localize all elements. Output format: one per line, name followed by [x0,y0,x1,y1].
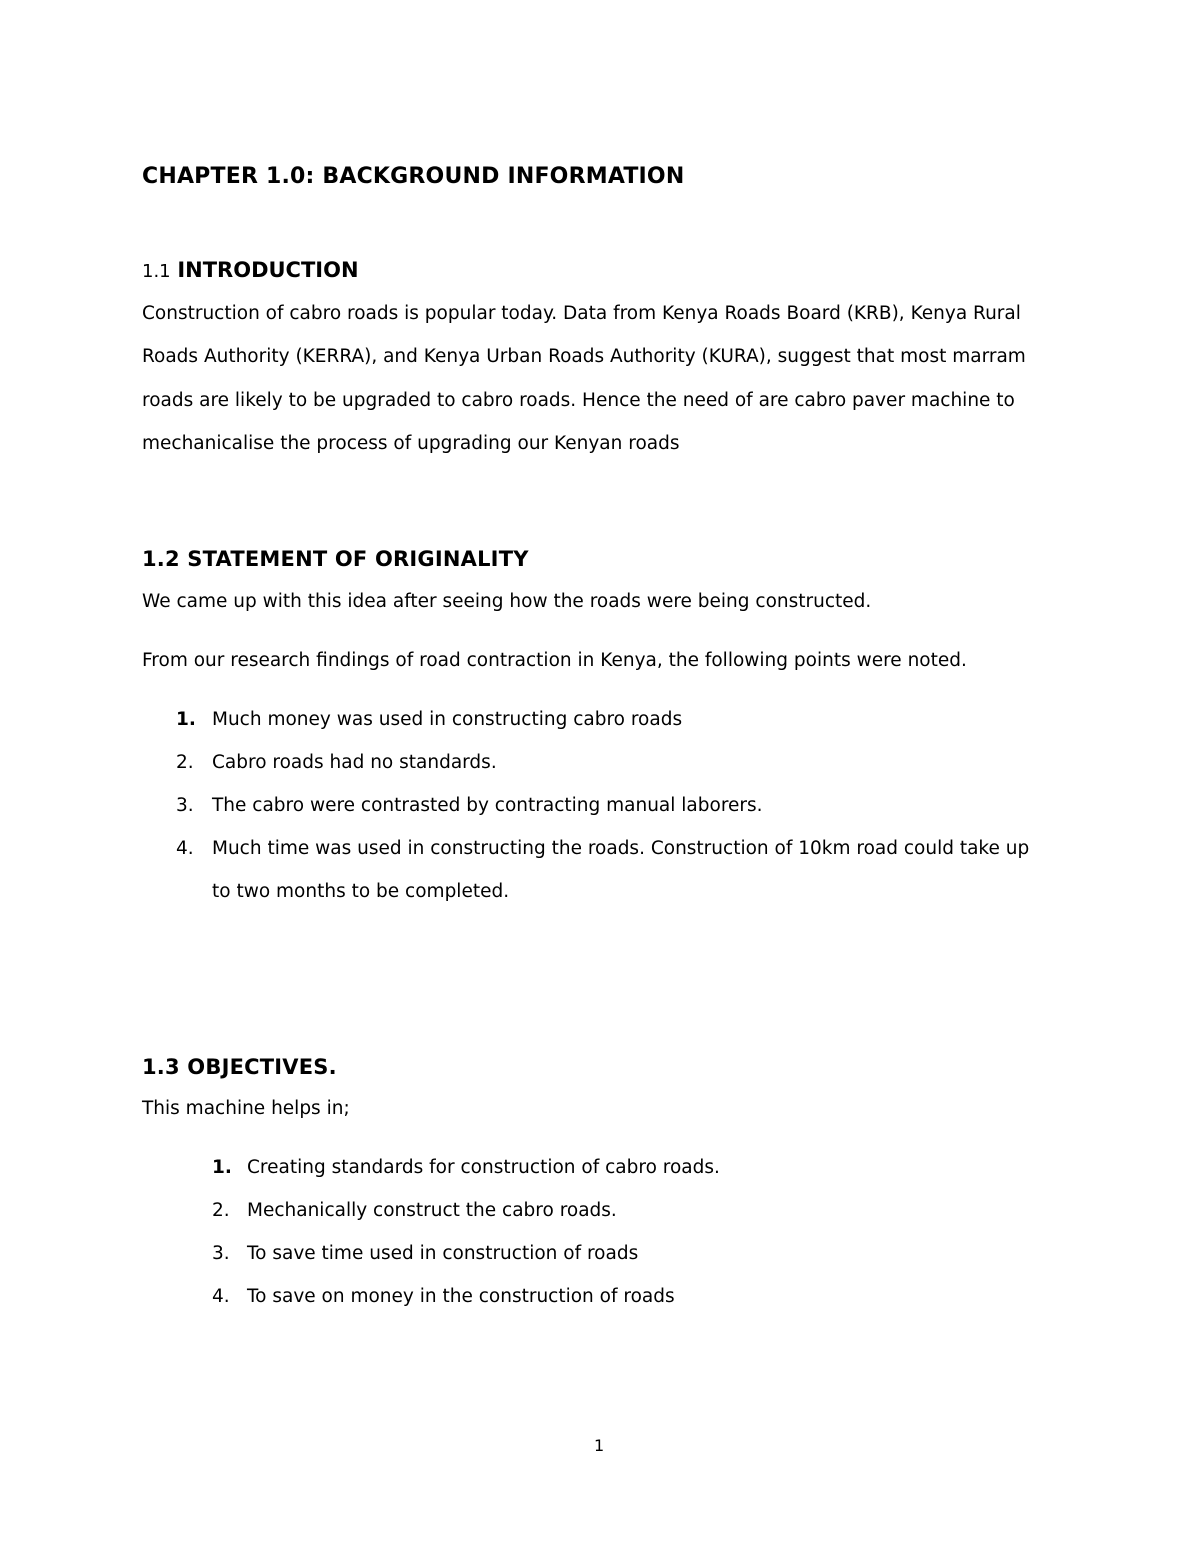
chapter-title: CHAPTER 1.0: BACKGROUND INFORMATION [142,164,685,189]
objectives-intro: This machine helps in; [142,1098,350,1119]
originality-item-number: 2. [176,752,194,773]
originality-heading: 1.2 STATEMENT OF ORIGINALITY [142,547,529,571]
originality-item-text: Much time was used in constructing the roads. Construction of 10km road could take up [212,838,1030,859]
intro-line-3: roads are likely to be upgraded to cabro roads. Hence the need of are cabro paver machine to [142,390,1015,411]
originality-paragraph-1: We came up with this idea after seeing how the roads were being constructed. [142,591,872,612]
objectives-heading: 1.3 OBJECTIVES. [142,1055,337,1079]
intro-line-2: Roads Authority (KERRA), and Kenya Urban Roads Authority (KURA), suggest that most marram [142,346,1026,367]
originality-item-number: 3. [176,795,194,816]
objective-item-number: 3. [212,1243,230,1264]
originality-item-text: Cabro roads had no standards. [212,752,497,773]
page-number: 1 [594,1436,605,1455]
originality-item-continuation: to two months to be completed. [212,881,510,902]
originality-item-number: 4. [176,838,194,859]
intro-line-1: Construction of cabro roads is popular today. Data from Kenya Roads Board (KRB), Kenya Rural [142,303,1021,324]
objective-item-number: 1. [212,1157,232,1178]
intro-heading-text: INTRODUCTION [177,258,359,282]
objective-item-text: To save time used in construction of roads [247,1243,639,1264]
originality-item-text: Much money was used in constructing cabro roads [212,709,683,730]
objective-item-text: To save on money in the construction of roads [247,1286,675,1307]
objective-item-text: Creating standards for construction of cabro roads. [247,1157,720,1178]
intro-line-4: mechanicalise the process of upgrading our Kenyan roads [142,433,680,454]
objective-item-number: 2. [212,1200,230,1221]
objective-item-text: Mechanically construct the cabro roads. [247,1200,617,1221]
originality-paragraph-2: From our research findings of road contraction in Kenya, the following points were noted. [142,650,967,671]
originality-item-number: 1. [176,709,196,730]
intro-heading-number: 1.1 [142,261,171,282]
intro-heading [142,258,359,282]
originality-item-text: The cabro were contrasted by contracting manual laborers. [212,795,763,816]
objective-item-number: 4. [212,1286,230,1307]
